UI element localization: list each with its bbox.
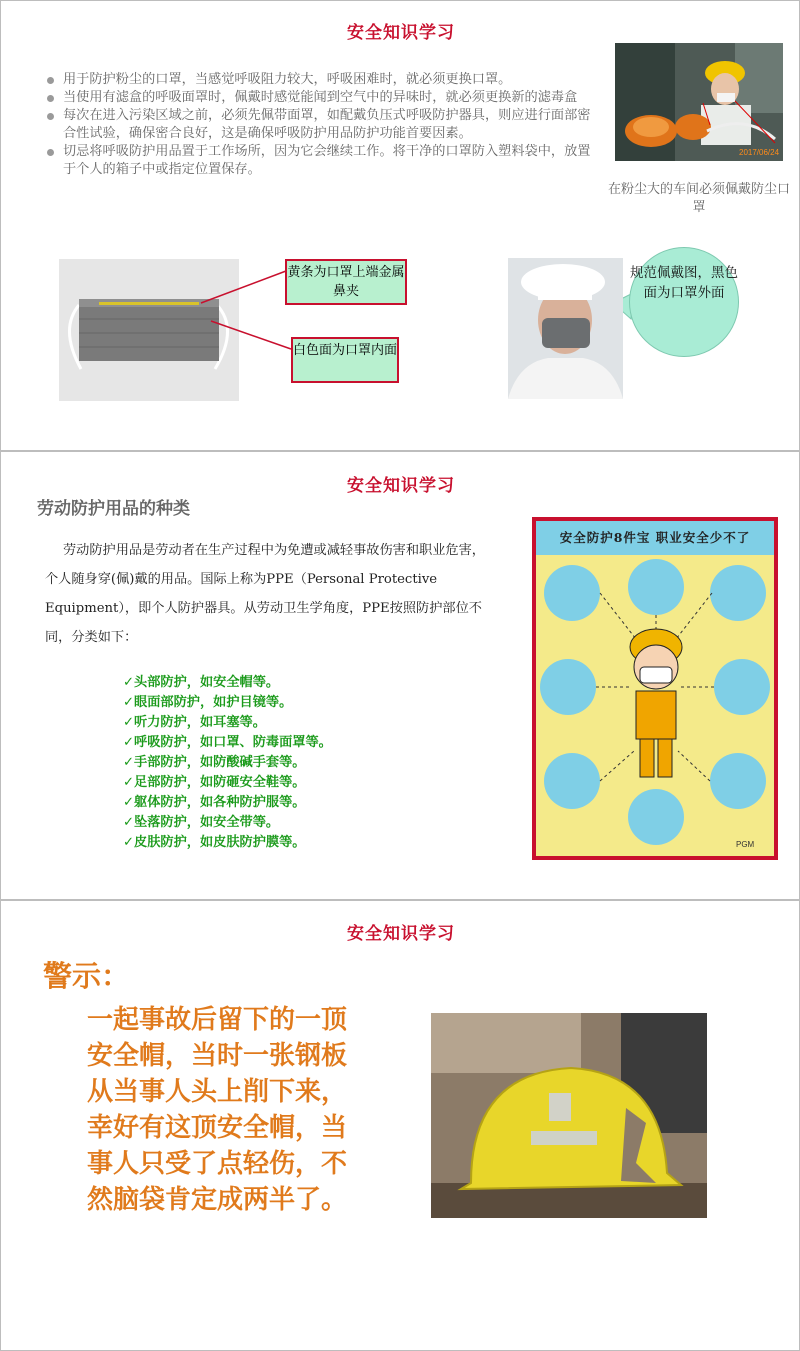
worker-mask-photo [508, 258, 623, 399]
category-item: ✓皮肤防护，如皮肤防护膜等。 [123, 835, 306, 850]
category-item: ✓躯体防护，如各种防护服等。 [123, 795, 306, 810]
ppe-category-list [123, 673, 332, 853]
slide-ppe-types [0, 451, 800, 900]
poster-logo: PGM [736, 840, 755, 849]
bullet-item: 用于防护粉尘的口罩，当感觉呼吸阻力较大，呼吸困难时，就必须更换口罩。 [45, 71, 600, 89]
section-heading: 劳动防护用品的种类 [37, 499, 190, 519]
paragraph-text: 劳动防护用品是劳动者在生产过程中为免遭或减轻事故伤害和职业危害，个人随身穿(佩)戴的用品。国际上称为PPE（Personal Protective Equipment），即个人防护器具。从劳动卫生学角度，PPE按照防护部位不同，分类如下： [45, 543, 485, 645]
label-nose-clip: 黄条为口罩上端金属鼻夹 [285, 259, 407, 305]
damaged-helmet-photo [431, 1013, 707, 1218]
photo-caption: 在粉尘大的车间必须佩戴防尘口罩 [607, 182, 790, 215]
slide-respirator-usage [0, 0, 800, 451]
category-item: ✓头部防护，如安全帽等。 [123, 675, 280, 690]
bullet-item: 每次在进入污染区域之前，必须先佩带面罩，如配戴负压式呼吸防护器具，则应进行面部密合性试验，确保密合良好，这是确保呼吸防护用品防护功能首要因素。 [45, 107, 600, 143]
label-inner-side: 白色面为口罩内面 [291, 337, 399, 383]
category-item: ✓手部防护，如防酸碱手套等。 [123, 755, 306, 770]
callout-lines [1, 1, 800, 451]
category-item: ✓足部防护，如防砸安全鞋等。 [123, 775, 306, 790]
photo-timestamp: 2017/06/24 [739, 148, 780, 157]
slide-title: 安全知识学习 [347, 23, 455, 43]
warning-text: 一起事故后留下的一顶安全帽，当时一张钢板从当事人头上削下来，幸好有这顶安全帽，当事人只受了点轻伤，不然脑袋肯定成两半了。 [87, 1005, 348, 1215]
category-item: ✓听力防护，如耳塞等。 [123, 715, 266, 730]
ppe-definition-paragraph [45, 536, 485, 652]
slide-title: 安全知识学习 [347, 924, 455, 944]
warning-label: 警示： [43, 959, 131, 993]
category-item: ✓坠落防护，如安全带等。 [123, 815, 280, 830]
poster-title: 安全防护8件宝 职业安全少不了 [536, 521, 774, 555]
category-item: ✓呼吸防护，如口罩、防毒面罩等。 [123, 735, 332, 750]
wearing-note-bubble: 规范佩戴图，黑色面为口罩外面 [629, 247, 739, 357]
bullet-item: 当使用有滤盒的呼吸面罩时，佩戴时感觉能闻到空气中的异味时，就必须更换新的滤毒盒 [45, 89, 600, 107]
category-item: ✓眼面部防护，如护目镜等。 [123, 695, 293, 710]
bullet-item: 切忌将呼吸防护用品置于工作场所，因为它会继续工作。将干净的口罩防入塑料袋中，放置于个人的箱子中或指定位置保存。 [45, 143, 600, 179]
slide-helmet-warning [0, 900, 800, 1351]
slide-title: 安全知识学习 [347, 476, 455, 496]
poster-figure [536, 521, 774, 856]
ppe-poster [532, 517, 778, 860]
